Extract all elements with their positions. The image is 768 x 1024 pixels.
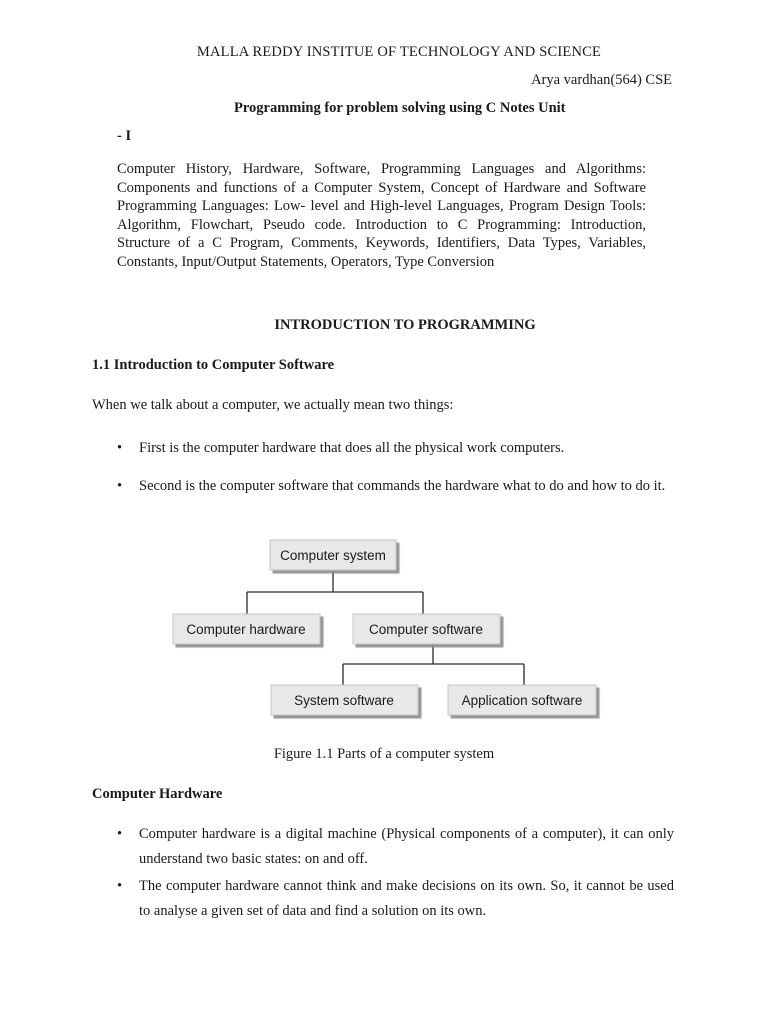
bullet-list	[117, 874, 674, 924]
list-item-text: The computer hardware cannot think and make decisions on its own. So, it cannot be used to analyse a given set of data and find a solution on its own.	[139, 878, 674, 919]
main-heading: INTRODUCTION TO PROGRAMMING	[274, 317, 536, 333]
diagram-node-hardware	[173, 614, 320, 644]
node-label: System software	[294, 693, 394, 708]
bullet-list	[117, 474, 674, 499]
diagram-node-system-software	[271, 685, 418, 715]
bullet-list	[117, 436, 674, 461]
list-item	[117, 874, 674, 924]
bullet-glyph: •	[117, 826, 123, 842]
diagram-node-root	[270, 540, 396, 570]
list-item	[117, 436, 674, 461]
node-label: Computer system	[280, 548, 386, 563]
hardware-heading: Computer Hardware	[92, 786, 223, 802]
diagram-node-software	[353, 614, 500, 644]
list-item-text: First is the computer hardware that does all the physical work computers.	[139, 440, 565, 456]
intro-paragraph: When we talk about a computer, we actually mean two things:	[92, 397, 454, 413]
unit-label: - I	[117, 128, 132, 144]
node-label: Computer hardware	[186, 622, 306, 637]
institute-name: MALLA REDDY INSTITUE OF TECHNOLOGY AND SCIENCE	[196, 44, 602, 60]
bullet-glyph: •	[117, 440, 123, 456]
list-item	[117, 474, 674, 499]
author-line: Arya vardhan(564) CSE	[531, 72, 672, 88]
computer-system-diagram	[160, 530, 610, 725]
course-title: Programming for problem solving using C Notes Unit	[234, 100, 566, 116]
bullet-glyph: •	[117, 878, 123, 894]
section-title: 1.1 Introduction to Computer Software	[92, 357, 335, 373]
figure-caption: Figure 1.1 Parts of a computer system	[273, 746, 495, 762]
bullet-glyph: •	[117, 478, 123, 494]
node-label: Application software	[461, 693, 583, 708]
list-item	[117, 822, 674, 872]
list-item-text: Computer hardware is a digital machine (Physical components of a computer), it can only understand two basic states: on and off.	[139, 826, 674, 867]
node-label: Computer software	[368, 622, 484, 637]
diagram-node-application-software	[448, 685, 596, 715]
bullet-list	[117, 822, 674, 872]
syllabus-paragraph: Computer History, Hardware, Software, Programming Languages and Algorithms: Components and functions of a Computer System, Concept of Hardware and Software Programming Languages: Low- level and High-level Languages, Program Design Tools: Algorithm, Flowchart, Pseudo code. Introduction to C Programming: Introduction, Structure of a C Program, Comments, Keywords, Identifiers, Data Types, Variables, Constants, Input/Output Statements, Operators, Type Conversion	[117, 161, 646, 270]
list-item-text: Second is the computer software that commands the hardware what to do and how to do it.	[139, 478, 666, 494]
